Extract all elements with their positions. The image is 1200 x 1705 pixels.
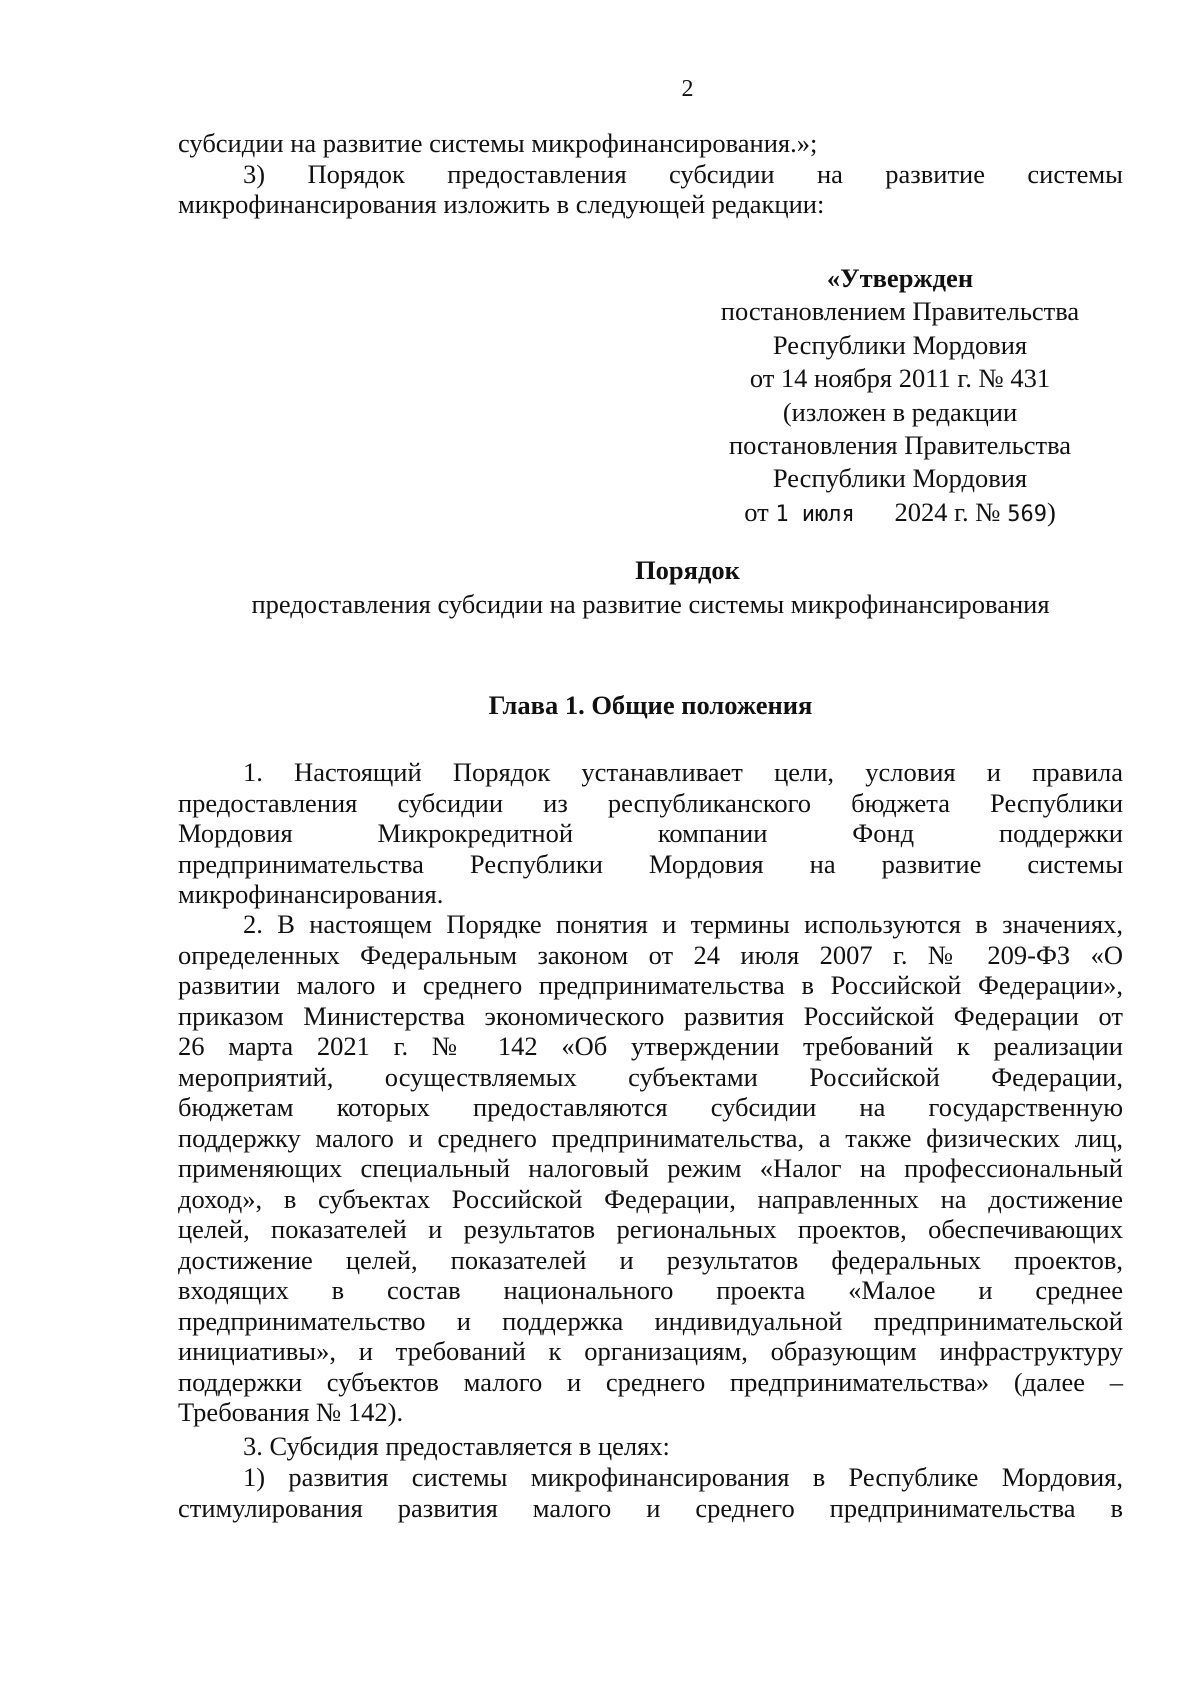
paragraph-line: развитии малого и среднего предпринимательства в Российской Федерации», — [178, 970, 1123, 1000]
document-title: Порядок — [635, 555, 740, 585]
paragraph-line: микрофинансирования. — [178, 879, 444, 909]
paragraph-line: 2. В настоящем Порядке понятия и термины используются в значениях, — [243, 909, 1123, 939]
paragraph-line: целей, показателей и результатов региональных проектов, обеспечивающих — [178, 1214, 1123, 1244]
paragraph-1 — [178, 757, 1123, 910]
approval-number: 569 — [1007, 501, 1047, 527]
approval-date-suffix: ) — [1046, 496, 1056, 527]
approval-block — [700, 262, 1100, 531]
paragraph-line: предоставления субсидии из республиканского бюджета Республики — [178, 787, 1123, 818]
paragraph-line: поддержку малого и среднего предпринимательства, а также физических лиц, — [178, 1122, 1123, 1153]
paragraph-line: 1. Настоящий Порядок устанавливает цели, условия и правила — [243, 757, 1123, 787]
approval-heading: «Утвержден — [826, 263, 974, 293]
paragraph-line: Требования № 142). — [178, 1397, 404, 1427]
approval-line: Республики Мордовия — [772, 463, 1028, 494]
paragraph-line: 3. Субсидия предоставляется в целях: — [243, 1431, 670, 1461]
paragraph-line: бюджетам которых предоставляются субсидии на государственную — [178, 1092, 1123, 1122]
chapter-heading: Глава 1. Общие положения — [488, 690, 813, 720]
paragraph-line: входящих в состав национального проекта «Малое и среднее — [178, 1275, 1123, 1305]
approval-line: от 14 ноября 2011 г. № 431 — [749, 363, 1051, 394]
paragraph-line: достижение целей, показателей и результатов федеральных проектов, — [178, 1244, 1123, 1275]
approval-line: Республики Мордовия — [772, 329, 1028, 360]
paragraph-line: применяющих специальный налоговый режим «Налог на профессиональный — [178, 1153, 1123, 1183]
paragraph-line: предпринимательства Республики Мордовия на развитие системы — [178, 848, 1123, 879]
paragraph-line: предпринимательство и поддержка индивидуальной предпринимательской — [178, 1305, 1123, 1336]
intro-block — [178, 128, 1123, 220]
paragraph-2 — [178, 909, 1123, 1428]
paragraph-line: Мордовия Микрокредитной компании Фонд поддержки — [178, 818, 1123, 848]
approval-line: постановления Правительства — [728, 430, 1072, 461]
approval-line: постановлением Правительства — [720, 296, 1080, 327]
paragraph-4 — [178, 1462, 1123, 1523]
intro-line: 3) Порядок предоставления субсидии на развитие системы — [243, 158, 1123, 189]
approval-date-line — [700, 496, 1100, 531]
document-subtitle: предоставления субсидии на развитие системы микрофинансирования — [251, 589, 1050, 619]
paragraph-line: доход», в субъектах Российской Федерации, направленных на достижение — [178, 1183, 1123, 1214]
approval-date-year: 2024 г. № — [894, 496, 1001, 527]
paragraph-line: 26 марта 2021 г. № 142 «Об утверждении требований к реализации — [178, 1031, 1123, 1061]
intro-line: субсидии на развитие системы микрофинансирования.»; — [178, 128, 818, 158]
paragraph-line: мероприятий, осуществляемых субъектами Российской Федерации, — [178, 1061, 1123, 1092]
paragraph-line: определенных Федеральным законом от 24 июля 2007 г. № 209-ФЗ «О — [178, 939, 1123, 970]
intro-line: микрофинансирования изложить в следующей редакции: — [178, 189, 825, 219]
paragraph-line: стимулирования развития малого и среднего предпринимательства в — [178, 1492, 1123, 1523]
paragraph-3 — [178, 1431, 1123, 1462]
paragraph-line: инициативы», и требований к организациям, образующим инфраструктуру — [178, 1336, 1123, 1366]
paragraph-line: приказом Министерства экономического развития Российской Федерации от — [178, 1000, 1123, 1031]
paragraph-line: поддержки субъектов малого и среднего предпринимательства» (далее – — [178, 1366, 1123, 1397]
approval-date-day-month: 1 июля — [775, 501, 855, 527]
page-number: 2 — [681, 76, 694, 102]
approval-line: (изложен в редакции — [782, 396, 1018, 427]
approval-date-prefix: от — [744, 496, 769, 527]
paragraph-line: 1) развития системы микрофинансирования в Республике Мордовия, — [243, 1462, 1123, 1492]
